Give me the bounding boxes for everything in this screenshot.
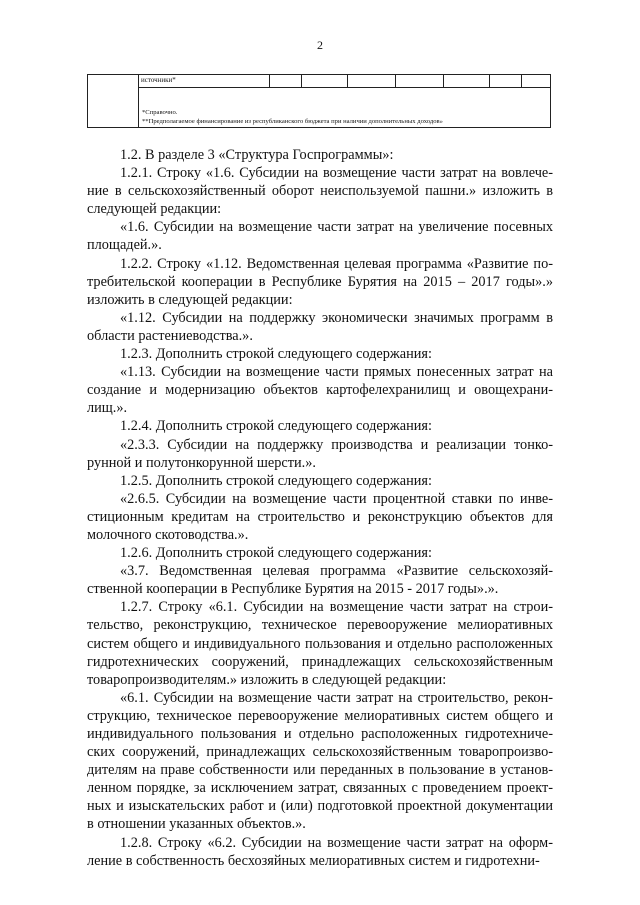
paragraph: «6.1. Субсидии на возмещение части затрат на строительство, реконструкцию, техническое перевооружение мелиоративных систем общего и индивидуального пользования и отдельно расположенных гидротехнических сооружений, принадлежащих сельскохозяйственным товаропроизводителям на праве собственности или переданных в пользование в установленном порядке, за исключением затрат, связанных с проведением проектных и изыскательских работ и (или) подготовкой проектной документации в отношении указанных объектов.». — [87, 689, 553, 833]
paragraph: «1.12. Субсидии на поддержку экономически значимых программ в области растениеводства.». — [87, 309, 553, 344]
paragraph: 1.2.1. Строку «1.6. Субсидии на возмещение части затрат на вовлечение в сельскохозяйственный оборот неиспользуемой пашни.» изложить в следующей редакции: — [87, 165, 553, 218]
table-left-column — [88, 75, 139, 127]
table-cell — [302, 75, 348, 87]
paragraph: 1.2.5. Дополнить строкой следующего содержания: — [120, 472, 432, 489]
page-number: 2 — [317, 38, 323, 52]
paragraph: «2.3.3. Субсидии на поддержку производства и реализации тонкорунной и полутонкорунной шерсти.». — [87, 436, 553, 471]
document-body — [87, 146, 553, 870]
table-notes — [142, 108, 550, 126]
table-cell — [348, 75, 396, 87]
table-fragment — [87, 74, 551, 128]
table-note-financing: **Предполагаемое финансирование из республиканского бюджета при наличии дополнительных доходов» — [142, 118, 443, 125]
paragraph: «1.6. Субсидии на возмещение части затрат на увеличение посевных площадей.». — [87, 219, 553, 254]
table-note-reference: *Справочно. — [142, 109, 178, 116]
table-cell — [444, 75, 490, 87]
paragraph: «3.7. Ведомственная целевая программа «Развитие сельскохозяйственной кооперации в Республике Бурятия на 2015 - 2017 годы».». — [87, 563, 553, 598]
paragraph: 1.2.7. Строку «6.1. Субсидии на возмещение части затрат на строительство, реконструкцию, техническое перевооружение мелиоративных систем общего и индивидуального пользования и отдельно расположенных гидротехнических сооружений, принадлежащих сельскохозяйственным товаропроизводителям.» изложить в следующей редакции: — [87, 599, 553, 688]
table-cell — [490, 75, 522, 87]
paragraph: 1.2.4. Дополнить строкой следующего содержания: — [120, 418, 432, 435]
paragraph: 1.2. В разделе 3 «Структура Госпрограммы»: — [120, 147, 394, 163]
table-cell — [396, 75, 444, 87]
paragraph: 1.2.3. Дополнить строкой следующего содержания: — [120, 346, 432, 363]
paragraph: 1.2.2. Строку «1.12. Ведомственная целевая программа «Развитие потребительской кооперации в Республике Бурятия на 2015 – 2017 годы».» изложить в следующей редакции: — [87, 255, 553, 308]
table-sources-row — [138, 75, 550, 88]
paragraph: 1.2.8. Строку «6.2. Субсидии на возмещение части затрат на оформление в собственность бесхозяйных мелиоративных систем и гидротехни- — [87, 834, 553, 869]
table-cell-row-label: источники* — [138, 75, 270, 87]
paragraph: «1.13. Субсидии на возмещение части прямых понесенных затрат на создание и модернизацию объектов картофелехранилищ и овощехранилищ.». — [87, 364, 553, 417]
paragraph: «2.6.5. Субсидии на возмещение части процентной ставки по инвестиционным кредитам на строительство и реконструкцию объектов для молочного скотоводства.». — [87, 490, 553, 543]
paragraph: 1.2.6. Дополнить строкой следующего содержания: — [120, 545, 432, 562]
table-cell — [270, 75, 302, 87]
table-cell — [522, 75, 550, 87]
